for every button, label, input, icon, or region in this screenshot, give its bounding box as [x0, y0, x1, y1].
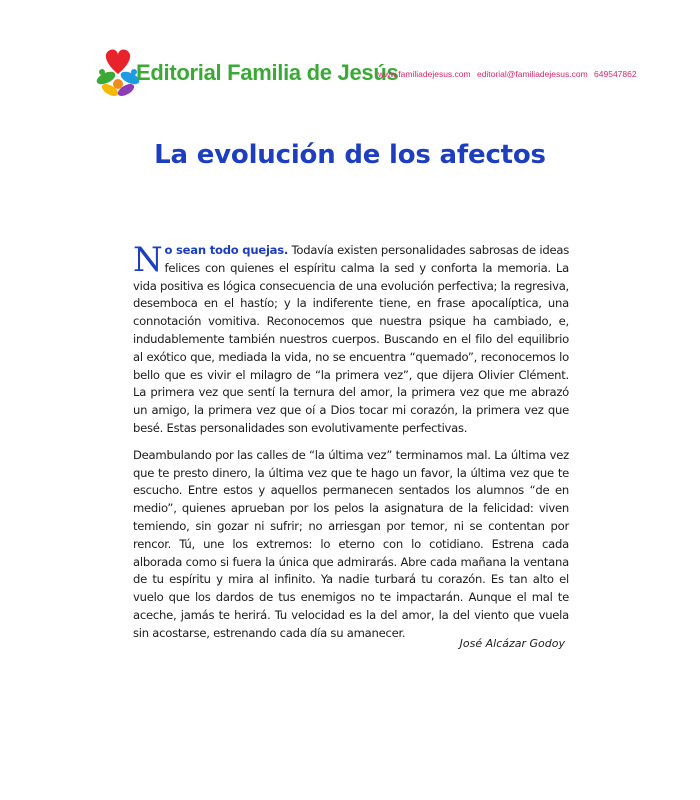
phone-number: 649547862	[594, 69, 637, 79]
paragraph-1	[133, 242, 569, 438]
website-link[interactable]: www.familiadejesus.com	[378, 69, 471, 79]
publisher-contact	[378, 69, 641, 79]
publisher-name: Editorial Familia de Jesús	[136, 60, 399, 85]
paragraph-2: Deambulando por las calles de “la última vez” terminamos mal. La última vez que te presto dinero, la última vez que te hago un favor, la última vez que te escucho. Entre estos y aquellos permanecen sentados los alumnos “de en medio”, quienes aprueban por los pelos la asignatura de la felicidad: viven temiendo, sin gozar ni sufrir; no arriesgan por temor, ni se contentan por rencor. Tú, une los extremos: lo eterno con lo cotidiano. Estrena cada alborada como si fuera la única que admirarás. Abre cada mañana la ventana de tu espíritu y mira al infinito. Ya nadie turbará tu corazón. Es tan alto el vuelo que los dardos de tus enemigos no te impactarán. Aunque el mal te aceche, jamás te herirá. Tu velocidad es la del amor, la del viento que vuela sin acostarse, estrenando cada día su amanecer.	[133, 447, 569, 640]
lead-in: o sean todo quejas.	[164, 243, 289, 257]
paragraph-1-text: Todavía existen personalidades sabrosas de ideas felices con quienes el espíritu calma la sed y conforta la memoria. La vida positiva es lógica consecuencia de una evolución perfectiva; la regresiva, desemboca en el hastío; y la indiferente tiene, en frase apocalíptica, una connotación vomitiva. Reconocemos que nuestra psique ha cambiado, e, indudablemente también nuestros cuerpos. Buscando en el filo del equilibrio al exótico que, mediada la vida, no se encuentra “quemado”, reconocemos lo bello que es vivir el milagro de “la primera vez”, que dijera Olivier Clément. La primera vez que sentí la ternura del amor, la primera vez que me abrazó un amigo, la primera vez que oí a Dios tocar mi corazón, la primera vez que besé. Estas personalidades son evolutivamente perfectivas.	[133, 243, 569, 435]
drop-cap: N	[133, 240, 163, 280]
author-signature: José Alcázar Godoy	[459, 637, 565, 650]
article-title: La evolución de los afectos	[154, 140, 546, 170]
article-body	[133, 242, 569, 652]
publisher-header	[92, 44, 652, 104]
email-link[interactable]: editorial@familiadejesus.com	[476, 69, 588, 79]
